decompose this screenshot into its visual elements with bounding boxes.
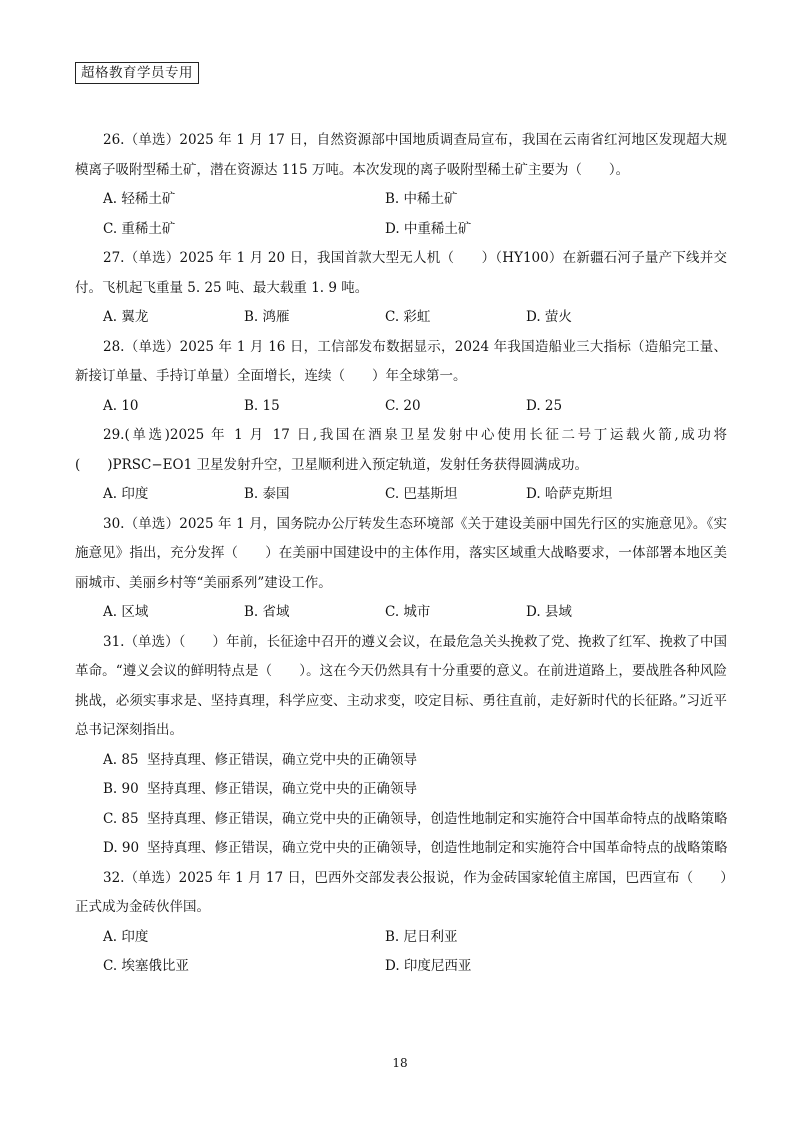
option-label: C. 85 (103, 810, 139, 827)
question-stem: 28.（单选）2025 年 1 月 16 日，工信部发布数据显示，2024 年我国造船业三大指标（造船完工量、新接订单量、手持订单量）全面增长，连续（ ）年全球第一。 (75, 338, 727, 384)
option (75, 805, 727, 835)
question-stem: 26.（单选）2025 年 1 月 17 日，自然资源部中国地质调查局宣布，我国在云南省红河地区发现超大规模离子吸附型稀土矿，潜在资源达 115 万吨。本次发现的离子吸附型稀土矿主要为（ ）。 (75, 132, 727, 178)
option-label: B. 90 (103, 781, 139, 797)
option: C. 重稀土矿 (103, 220, 176, 237)
option-text: 坚持真理、修正错误，确立党中央的正确领导，创造性地制定和实施符合中国革命特点的战略策略 (147, 840, 728, 856)
question-stem: 30.（单选）2025 年 1 月，国务院办公厅转发生态环境部《关于建设美丽中国先行区的实施意见》。《实施意见》指出，充分发挥（ ）在美丽中国建设中的主体作用，落实区域重大战略要求，一体部署本地区美丽城市、美丽乡村等“美丽系列”建设工作。 (75, 515, 727, 591)
option: B. 尼日利亚 (385, 928, 458, 945)
option: A. 区域 (103, 604, 149, 620)
option: C. 20 (385, 397, 421, 414)
question-list (75, 126, 727, 982)
question-stem: 27.（单选）2025 年 1 月 20 日，我国首款大型无人机（ ）（HY100）在新疆石河子量产下线并交付。飞机起飞重量 5. 25 吨、最大载重 1. 9 吨。 (75, 250, 727, 296)
page-number: 18 (392, 1056, 408, 1070)
question-stem: 31.（单选）（ ）年前，长征途中召开的遵义会议，在最危急关头挽救了党、挽救了红军、挽救了中国革命。“遵义会议的鲜明特点是（ ）。这在今天仍然具有十分重要的意义。在前进道路上，要战胜各种风险挑战，必须实事求是、坚持真理，科学应变、主动求变，咬定目标、勇往直前，走好新时代的长征路。”习近平总书记深刻指出。 (75, 633, 727, 738)
watermark-stamp: 超格教育学员专用 (75, 62, 199, 84)
option: C. 城市 (385, 604, 431, 620)
option (75, 834, 727, 864)
option: B. 15 (244, 397, 280, 414)
option: D. 中重稀土矿 (385, 220, 472, 237)
option: B. 省域 (244, 604, 290, 620)
option: B. 中稀土矿 (385, 191, 458, 207)
option: B. 鸿雁 (244, 309, 290, 325)
option (75, 775, 727, 805)
option: D. 萤火 (526, 309, 572, 325)
question-stem: 32.（单选）2025 年 1 月 17 日，巴西外交部发表公报说，作为金砖国家轮值主席国，巴西宣布（ ）正式成为金砖伙伴国。 (75, 869, 727, 915)
option: B. 泰国 (244, 486, 290, 502)
option (75, 746, 727, 776)
option-group (75, 923, 727, 982)
option: C. 彩虹 (385, 309, 431, 325)
question-stem: 29.(单选)2025 年 1 月 17 日,我国在酒泉卫星发射中心使用长征二号丁运载火箭,成功将( )PRSC−EO1 卫星发射升空，卫星顺利进入预定轨道，发射任务获得圆满成功。 (75, 427, 727, 473)
option: C. 埃塞俄比亚 (103, 958, 189, 974)
option-group (75, 598, 727, 628)
option: A. 轻稀土矿 (103, 191, 176, 207)
option: D. 县域 (526, 604, 572, 620)
option-text: 坚持真理、修正错误，确立党中央的正确领导 (147, 751, 417, 768)
option-group (75, 392, 727, 422)
option: C. 巴基斯坦 (385, 486, 458, 502)
option: D. 25 (526, 397, 563, 414)
option: A. 翼龙 (103, 309, 149, 325)
option: A. 印度 (103, 928, 149, 945)
option: A. 印度 (103, 486, 149, 502)
option-group (75, 185, 727, 244)
option-label: A. 85 (103, 751, 139, 768)
option-group (75, 480, 727, 510)
option-text: 坚持真理、修正错误，确立党中央的正确领导，创造性地制定和实施符合中国革命特点的战略策略 (147, 810, 728, 827)
option: D. 哈萨克斯坦 (526, 486, 613, 502)
option-label: D. 90 (103, 840, 140, 856)
option-group (75, 303, 727, 333)
option: D. 印度尼西亚 (385, 958, 472, 974)
option: A. 10 (103, 397, 139, 414)
option-text: 坚持真理、修正错误，确立党中央的正确领导 (147, 781, 417, 797)
